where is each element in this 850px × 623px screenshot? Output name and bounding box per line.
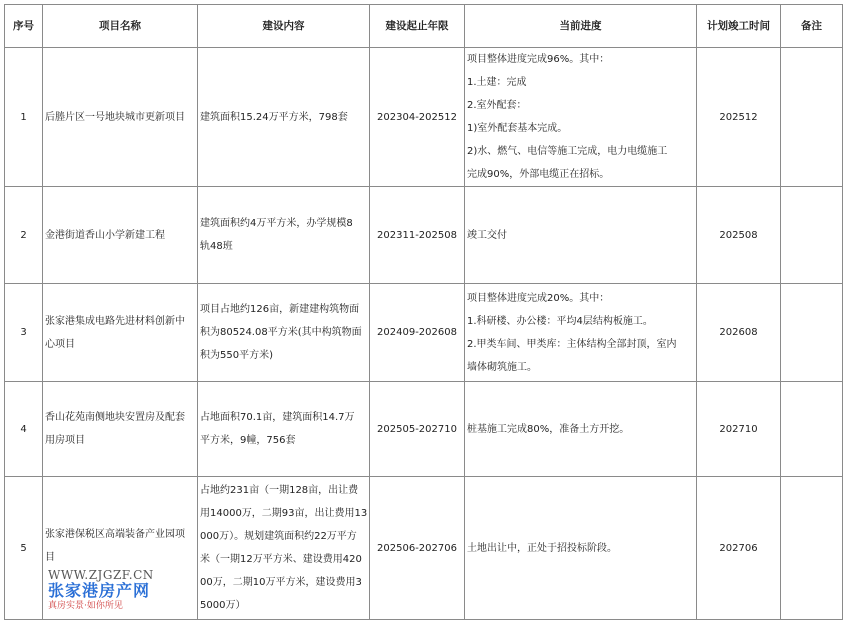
cell-period: 202506-202706 [370,477,465,620]
cell-name-line: 张家港集成电路先进材料创新中 [45,315,185,327]
cell-name-line: 用房项目 [45,435,85,446]
cell-name-line: 心项目 [45,338,75,350]
cell-content-line: 米（一期12万平方米、建设费用420 [200,554,362,565]
cell-progress-line: 完成90%，外部电缆正在招标。 [467,169,610,180]
cell-period: 202311-202508 [370,187,465,284]
cell-name-line: 后塍片区一号地块城市更新项目 [45,111,185,123]
watermark-slogan: 真房实景·如你所见 [48,601,123,611]
cell-period: 202304-202512 [370,48,465,187]
cell-remarks [781,284,843,382]
cell-progress-line: 项目整体进度完成20%。其中： [467,292,610,304]
table-row [5,48,843,187]
cell-completion: 202608 [697,284,781,382]
cell-progress-line: 项目整体进度完成96%。其中： [467,54,610,65]
cell-completion: 202508 [697,187,781,284]
cell-name [43,382,198,477]
cell-progress-line: 2.甲类车间、甲类库：主体结构全部封顶，室内 [467,338,677,350]
cell-content [198,382,370,477]
cell-period: 202505-202710 [370,382,465,477]
cell-progress [465,382,697,477]
watermark-brand: 张家港房产网 [48,581,151,600]
header-progress: 当前进度 [465,5,697,48]
cell-content-line: 积为80524.08平方米(其中构筑物面 [200,327,362,338]
cell-period: 202409-202608 [370,284,465,382]
table-row [5,382,843,477]
cell-progress-line: 桩基施工完成80%，准备土方开挖。 [467,423,630,435]
header-completion: 计划竣工时间 [697,5,781,48]
cell-remarks [781,382,843,477]
cell-progress-line: 1.土建：完成 [467,77,527,88]
cell-content-line: 00万，二期10万平方米，建设费用3 [200,577,362,588]
cell-index: 5 [5,477,43,620]
cell-name [43,48,198,187]
project-table [4,4,843,620]
header-row [5,5,843,48]
cell-index: 1 [5,48,43,187]
cell-content [198,284,370,382]
header-remarks: 备注 [781,5,843,48]
cell-content-line: 5000万） [200,600,246,611]
cell-remarks [781,187,843,284]
cell-content [198,187,370,284]
cell-content-line: 000万）。规划建筑面积约22万平方 [200,531,357,542]
cell-remarks [781,48,843,187]
cell-content-line: 积为550平方米) [200,350,273,361]
cell-progress [465,284,697,382]
cell-content-line: 轨48班 [200,241,233,252]
cell-index: 2 [5,187,43,284]
cell-content-line: 平方米，9幢，756套 [200,435,296,446]
cell-content [198,48,370,187]
cell-remarks [781,477,843,620]
header-period: 建设起止年限 [370,5,465,48]
cell-progress-line: 1.科研楼、办公楼：平均4层结构板施工。 [467,315,653,327]
cell-content-line: 占地面积70.1亩，建筑面积14.7万 [200,412,355,423]
cell-name-line: 目 [45,552,55,563]
cell-progress-line: 墙体砌筑施工。 [467,361,537,373]
cell-progress [465,477,697,620]
watermark-url: WWW.ZJGZF.CN [48,568,154,582]
cell-index: 4 [5,382,43,477]
cell-completion: 202706 [697,477,781,620]
cell-progress-line: 竣工交付 [467,229,507,241]
header-index: 序号 [5,5,43,48]
cell-progress-line: 土地出让中，正处于招投标阶段。 [467,542,617,554]
header-content: 建设内容 [198,5,370,48]
cell-progress-line: 2.室外配套： [467,100,527,111]
cell-progress [465,187,697,284]
cell-progress-line: 2)水、燃气、电信等施工完成，电力电缆施工 [467,146,668,157]
cell-name-line: 张家港保税区高端装备产业园项 [45,529,185,540]
table-row [5,284,843,382]
cell-index: 3 [5,284,43,382]
header-name: 项目名称 [43,5,198,48]
cell-completion: 202710 [697,382,781,477]
cell-content-line: 占地约231亩（一期128亩，出让费 [200,485,359,496]
table-row [5,187,843,284]
watermark-logo [48,568,154,612]
cell-name [43,284,198,382]
cell-name-line: 金港街道香山小学新建工程 [45,229,165,241]
cell-progress-line: 1)室外配套基本完成。 [467,123,568,134]
cell-content-line: 项目占地约126亩，新建建构筑物面 [200,304,360,315]
cell-name-line: 香山花苑南侧地块安置房及配套 [45,412,185,423]
cell-content-line: 建筑面积约4万平方米，办学规模8 [200,218,353,229]
cell-completion: 202512 [697,48,781,187]
cell-content [198,477,370,620]
cell-name [43,187,198,284]
cell-content-line: 建筑面积15.24万平方米，798套 [200,111,348,123]
cell-content-line: 用14000万，二期93亩，出让费用13 [200,508,368,519]
cell-progress [465,48,697,187]
